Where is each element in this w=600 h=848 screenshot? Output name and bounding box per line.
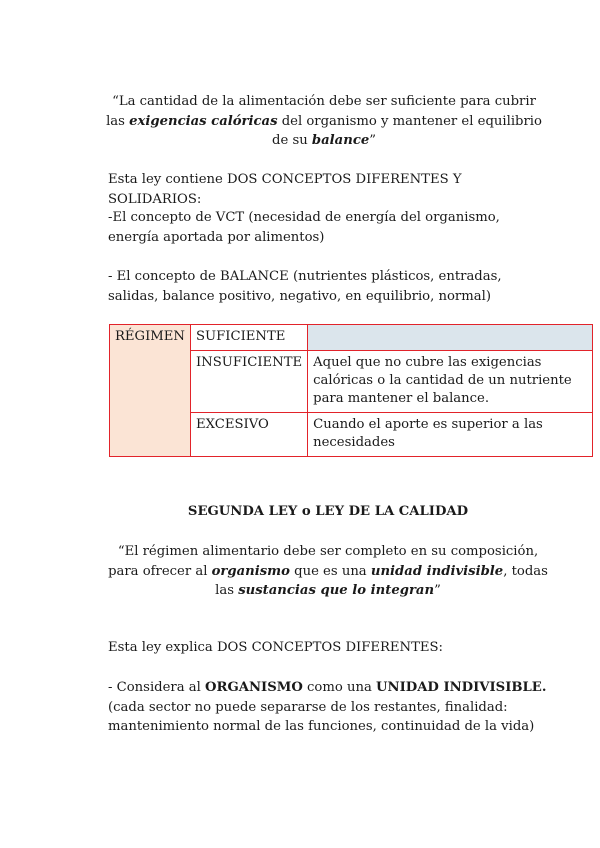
first-law-intro: Esta ley contiene DOS CONCEPTOS DIFERENTES Y SOLIDARIOS:: [108, 172, 462, 207]
regimen-kind-cell: INSUFICIENTE: [190, 351, 307, 413]
concept-balance: - El concepto de BALANCE (nutrientes plásticos, entradas, salidas, balance positivo, negativo, en equilibrio, normal): [108, 269, 502, 304]
table-row: [110, 325, 593, 351]
emphasis-sustancias: sustancias que lo integran: [238, 583, 435, 598]
section-heading: SEGUNDA LEY o LEY DE LA CALIDAD: [187, 504, 469, 519]
emphasis-exigencias: exigencias calóricas: [129, 113, 278, 129]
bold-unidad: UNIDAD INDIVISIBLE.: [376, 680, 547, 695]
regimen-header-cell: RÉGIMEN: [110, 325, 191, 457]
regimen-table: [109, 324, 593, 457]
regimen-kind-cell: SUFICIENTE: [190, 325, 307, 351]
emphasis-balance: balance: [311, 133, 370, 148]
bold-organismo: ORGANISMO: [205, 680, 303, 695]
first-law-quote: “La cantidad de la alimentación debe ser suficiente para cubrir las exigencias calóricas del organismo y mantener el equilibrio de su balance”: [106, 94, 542, 148]
second-law-intro: Esta ley explica DOS CONCEPTOS DIFERENTES:: [108, 640, 443, 655]
second-law-quote: “El régimen alimentario debe ser completo en su composición, para ofrecer al organismo que es una unidad indivisible, todas las sustancias que lo integran”: [108, 544, 548, 598]
regimen-kind-cell: EXCESIVO: [190, 413, 307, 457]
regimen-desc-cell: Cuando el aporte es superior a las necesidades: [308, 413, 593, 457]
emphasis-organismo: organismo: [211, 563, 290, 579]
concept-vct: -El concepto de VCT (necesidad de energía del organismo, energía aportada por alimentos): [108, 210, 500, 245]
concept-organism: - Considera al ORGANISMO como una UNIDAD INDIVISIBLE. (cada sector no puede separarse de los restantes, finalidad: mantenimiento normal de las funciones, continuidad de la vida): [108, 680, 547, 734]
regimen-desc-cell: [308, 325, 593, 351]
regimen-desc-cell: Aquel que no cubre las exigencias calóricas o la cantidad de un nutriente para mantener el balance.: [308, 351, 593, 413]
emphasis-unidad: unidad indivisible: [370, 563, 504, 579]
